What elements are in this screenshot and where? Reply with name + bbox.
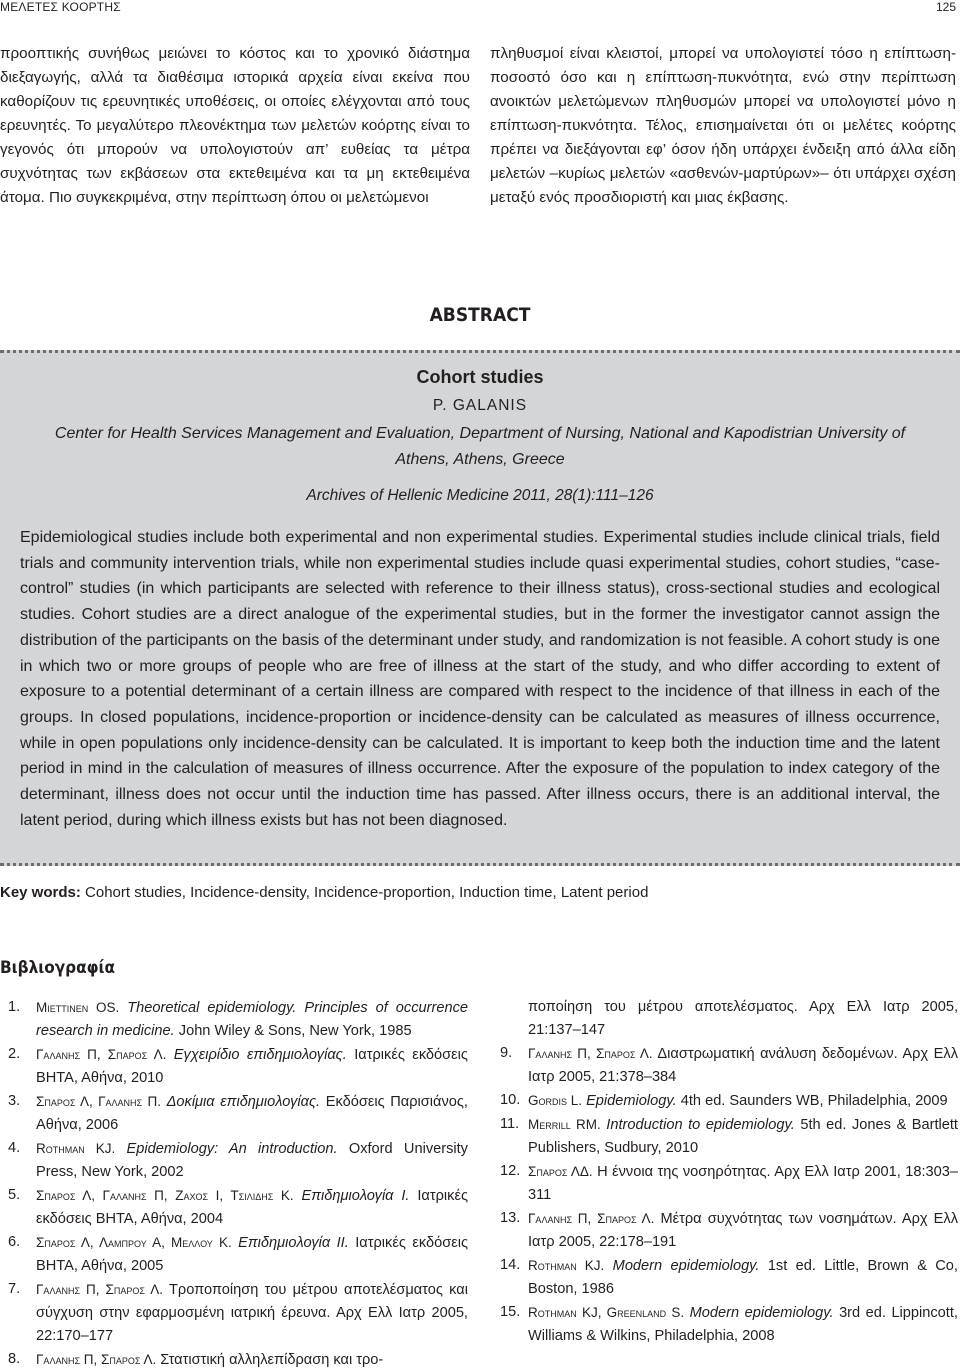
reference-item [500, 1160, 958, 1207]
body-text-right: πληθυσμοί είναι κλειστοί, μπορεί να υπολογιστεί τόσο η επίπτωση-ποσοστό όσο και η επίπτωση-πυκνότητα, ενώ στην περίπτωση ανοικτών μελετώμενων πληθυσμών μπορεί να υπολογιστεί μόνο η επίπτωση-πυκνότητα. Τέλος, επισημαίνεται ότι οι μελέτες κοόρτης πρέπει να διεξάγονται εφ’ όσον ήδη υπάρχει ένδειξη από άλλα είδη μελετών –κυρίως μελετών «ασθενών-μαρτύρων»– ότι υπάρχει σχέση μεταξύ ενός προσδιοριστή και μιας έκβασης. [490, 45, 956, 206]
reference-item [500, 1113, 958, 1160]
reference-number: 15. [500, 1304, 521, 1320]
reference-details: Μέτρα συχνότητας των νοσημάτων. Αρχ Ελλ Ιατρ 2005, 22:178–191 [528, 1211, 958, 1250]
reference-details: 3rd ed. Lippincott, Williams & Wilkins, Philadelphia, 2008 [528, 1305, 958, 1344]
reference-title: Theoretical epidemiology. Principles of occurrence research in medicine. [36, 1000, 468, 1039]
reference-authors: Rothman KJ. [36, 1141, 116, 1156]
reference-details: Ιατρικές εκδόσεις ΒΗΤΑ, Αθήνα, 2004 [36, 1188, 468, 1227]
reference-item [8, 1090, 468, 1137]
references-left-column [8, 996, 468, 1372]
references-right-column [500, 996, 958, 1348]
reference-authors: Σπαρος Λ, Γαλανης Π, Ζαχος Ι, Τσιλιδης Κ. [36, 1188, 294, 1203]
reference-details: Η έννοια της νοσηρότητας. Αρχ Ελλ Ιατρ 2001, 18:303–311 [528, 1164, 958, 1203]
reference-details: Ιατρικές εκδόσεις ΒΗΤΑ, Αθήνα, 2005 [36, 1235, 468, 1274]
reference-item [500, 1207, 958, 1254]
reference-details: Διαστρωματική ανάλυση δεδομένων. Αρχ Ελλ Ιατρ 2005, 21:378–384 [528, 1046, 958, 1085]
reference-title: Modern epidemiology. [612, 1258, 760, 1274]
reference-title: Modern epidemiology. [689, 1305, 834, 1321]
abstract-text: Epidemiological studies include both experimental and non experimental studies. Experimental studies include clinical trials, field trials and community intervention trials, while non experimental studies include quasi experimental studies, cohort studies, “case-control” studies (in which participants are selected with reference to their illness status), cross-sectional studies and ecological studies. Cohort studies are a direct analogue of the experimental studies, but in the former the investigator cannot assign the distribution of the participants on the basis of the determinant under study, and randomization is not feasible. A cohort study is one in which two or more groups of people who are free of illness at the start of the study, and who differ according to extent of exposure to a potential determinant of a certain illness are compared with respect to the incidence of that illness in each of the groups. In closed populations, incidence-proportion or incidence-density can be calculated as measures of illness occurrence, while in open populations only incidence-density can be calculated. It is important to keep both the induction time and the latent period in mind in the calculation of measures of illness occurrence. After the exposure of the population to index category of the determinant, illness does not occur until the induction time has passed. After illness occurs, there is an additional interval, the latent period, during which illness exists but has not been diagnosed. [20, 529, 940, 829]
abstract-affiliation: Center for Health Services Management and Evaluation, Department of Nursing, National and Kapodistrian University of Athens, Athens, Greece [54, 425, 906, 468]
abstract-citation: Archives of Hellenic Medicine 2011, 28(1):111–126 [306, 487, 654, 504]
reference-number: 6. [8, 1234, 21, 1250]
reference-authors: Merrill RM. [528, 1117, 601, 1132]
page-number: 125 [935, 0, 956, 14]
reference-title: Επιδημιολογία II. [238, 1235, 349, 1251]
reference-authors: Γαλανης Π, Σπαρος Λ. [36, 1047, 167, 1062]
reference-item [8, 1043, 468, 1090]
reference-title: Εγχειρίδιο επιδημιολογίας. [173, 1047, 347, 1063]
reference-number: 10. [500, 1092, 521, 1108]
abstract-box [0, 350, 960, 866]
reference-details: Τροποποίηση του μέτρου αποτελέσματος και σύγχυση στην εφαρμοσμένη ιατρική έρευνα. Αρχ Ελλ Ιατρ 2005, 22:170–177 [36, 1282, 468, 1344]
reference-item [8, 996, 468, 1043]
running-title: ΜΕΛΕΤΕΣ ΚΟΟΡΤΗΣ [0, 0, 121, 14]
reference-number: 2. [8, 1046, 21, 1062]
reference-number: 12. [500, 1163, 521, 1179]
reference-details: 4th ed. Saunders WB, Philadelphia, 2009 [680, 1093, 948, 1109]
references-heading: Βιβλιογραφία [0, 958, 116, 978]
reference-number: 8. [8, 1351, 21, 1367]
reference-number: 5. [8, 1187, 21, 1203]
reference-item [8, 1278, 468, 1348]
reference-number: 1. [8, 999, 21, 1015]
reference-title: Δοκίμια επιδημιολογίας. [166, 1094, 321, 1110]
reference-authors: Gordis L. [528, 1093, 583, 1108]
reference-details: Στατιστική αλληλεπίδραση και τρο- [160, 1352, 384, 1368]
reference-item [8, 1137, 468, 1184]
reference-authors: Σπαρος Λ, Λαμπρου Α, Μελλου Κ. [36, 1235, 232, 1250]
reference-title: Introduction to epidemiology. [606, 1117, 795, 1133]
reference-details: 1st ed. Little, Brown & Co, Boston, 1986 [528, 1258, 958, 1297]
reference-details: John Wiley & Sons, New York, 1985 [178, 1023, 412, 1039]
abstract-author: P. GALANIS [432, 397, 528, 414]
reference-details: Ιατρικές εκδόσεις ΒΗΤΑ, Αθήνα, 2010 [36, 1047, 468, 1086]
abstract-study-title: Cohort studies [416, 367, 544, 387]
reference-authors: Miettinen OS. [36, 1000, 120, 1015]
reference-authors: Σπαρος ΛΔ. [528, 1164, 593, 1179]
reference-title: Επιδημιολογία I. [301, 1188, 410, 1204]
page-header [0, 0, 960, 16]
reference-item [500, 1089, 958, 1113]
reference-number: 3. [8, 1093, 21, 1109]
reference-item [500, 1042, 958, 1089]
abstract-heading: ABSTRACT [429, 304, 531, 326]
reference-number: 11. [500, 1116, 520, 1132]
reference-continuation: ποποίηση του μέτρου αποτελέσματος. Αρχ Ελλ Ιατρ 2005, 21:137–147 [528, 999, 958, 1038]
reference-item [8, 1348, 468, 1372]
keywords-label: Key words: [0, 884, 81, 901]
reference-number: 4. [8, 1140, 21, 1156]
reference-authors: Rothman KJ. [528, 1258, 605, 1273]
body-text-left: προοπτικής συνήθως μειώνει το κόστος και το χρονικό διάστημα διεξαγωγής, αλλά τα διαθέσιμα ιστορικά αρχεία είναι εκείνα που καθορίζουν τις ερευνητικές υποθέσεις, οι οποίες ελέγχονται από τους ερευνητές. Το μεγαλύτερο πλεονέκτημα των μελετών κοόρτης είναι το γεγονός ότι μπορούν να υπολογιστούν απ’ ευθείας τα μέτρα συχνότητας των εκβάσεων στα εκτεθειμένα και τα μη εκτεθειμένα άτομα. Πιο συγκεκριμένα, στην περίπτωση όπου οι μελετώμενοι [0, 45, 470, 206]
reference-authors: Γαλανης Π, Σπαρος Λ. [528, 1046, 653, 1061]
reference-authors: Σπαρος Λ, Γαλανης Π. [36, 1094, 161, 1109]
reference-number: 7. [8, 1281, 21, 1297]
reference-item [8, 1231, 468, 1278]
reference-details: Εκδόσεις Παρισιάνος, Αθήνα, 2006 [36, 1094, 468, 1133]
reference-authors: Rothman KJ, Greenland S. [528, 1305, 685, 1320]
reference-number: 9. [500, 1045, 513, 1061]
keywords-list: Cohort studies, Incidence-density, Incidence-proportion, Induction time, Latent period [85, 884, 649, 901]
reference-authors: Γαλανης Π, Σπαρος Λ. [36, 1282, 163, 1297]
keywords [0, 884, 960, 901]
reference-title: Epidemiology. [586, 1093, 677, 1109]
reference-authors: Γαλανης Π, Σπαρος Λ. [528, 1211, 655, 1226]
reference-details: Oxford University Press, New York, 2002 [36, 1141, 468, 1180]
reference-number: 14. [500, 1257, 521, 1273]
reference-details: 5th ed. Jones & Bartlett Publishers, Sudbury, 2010 [528, 1117, 958, 1156]
reference-title: Epidemiology: An introduction. [126, 1141, 338, 1157]
reference-authors: Γαλανης Π, Σπαρος Λ. [36, 1352, 157, 1367]
reference-number: 13. [500, 1210, 521, 1226]
reference-item [500, 1254, 958, 1301]
reference-item [8, 1184, 468, 1231]
reference-item [500, 1301, 958, 1348]
